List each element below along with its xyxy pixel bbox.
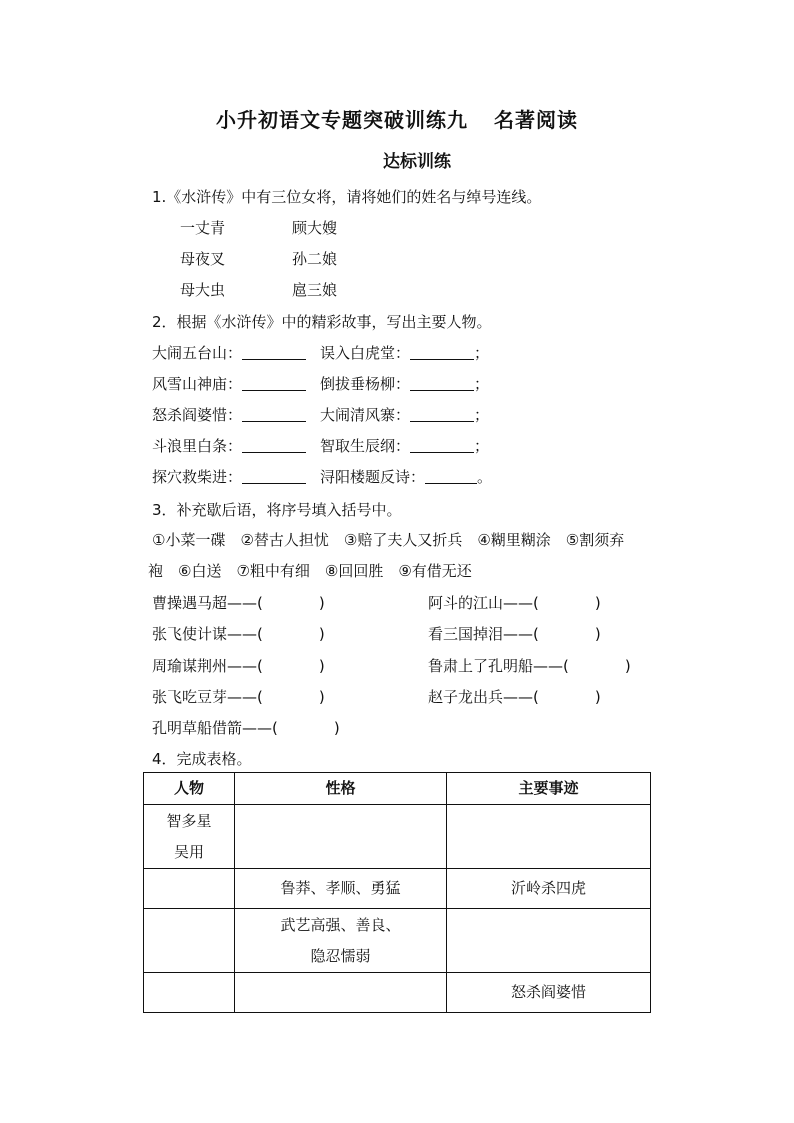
q3-item-text: 孔明草船借箭	[152, 719, 243, 737]
q2-story-b: 误入白虎堂：	[320, 344, 411, 362]
q1-right-3: 扈三娘	[292, 281, 338, 299]
q3-item	[428, 592, 601, 613]
q3-item-text: 看三国掉泪	[428, 625, 504, 643]
q2-end-punct: ；	[474, 375, 490, 393]
answer-blank[interactable]	[425, 469, 477, 484]
title-topic: 名著阅读	[494, 108, 578, 132]
cell-trait[interactable]	[235, 805, 447, 869]
q3-item	[428, 655, 631, 676]
q2-row	[152, 435, 489, 456]
q3-item-text: 赵子龙出兵	[428, 688, 504, 706]
q3-open-paren: (	[257, 688, 263, 706]
q3-close-paren: )	[624, 657, 631, 675]
person-line: 智多星	[166, 811, 212, 830]
table-row	[144, 805, 651, 869]
q2-story-a: 怒杀阎婆惜：	[152, 406, 243, 424]
q2-end-punct: ；	[474, 344, 490, 362]
q3-close-paren: )	[594, 625, 601, 643]
q3-item-text: 阿斗的江山	[428, 594, 504, 612]
answer-blank[interactable]	[410, 376, 474, 391]
q1-right-2: 孙二娘	[292, 250, 338, 268]
q2-end-punct: 。	[477, 468, 493, 486]
page-title	[0, 104, 794, 133]
q3-item	[152, 592, 325, 613]
answer-blank[interactable]	[242, 407, 306, 422]
q2-story-a: 大闹五台山：	[152, 344, 243, 362]
q3-dash: ——	[227, 657, 258, 675]
q3-prompt: 3．补充歇后语，将序号填入括号中。	[152, 501, 402, 519]
title-main: 小升初语文专题突破训练九	[216, 108, 468, 132]
cell-person[interactable]	[144, 973, 235, 1013]
q2-story-b: 倒拔垂杨柳：	[320, 375, 411, 393]
q2-row	[152, 466, 492, 487]
q3-item-text: 张飞吃豆芽	[152, 688, 228, 706]
q3-item	[152, 655, 325, 676]
q3-open-paren: (	[563, 657, 569, 675]
cell-deed[interactable]	[447, 805, 651, 869]
q3-dash: ——	[227, 594, 258, 612]
answer-blank[interactable]	[242, 438, 306, 453]
trait-line: 武艺高强、善良、	[280, 915, 401, 934]
q3-open-paren: (	[257, 594, 263, 612]
q3-close-paren: )	[594, 594, 601, 612]
header-trait: 性格	[235, 773, 447, 805]
q3-item	[152, 623, 325, 644]
q3-item	[428, 686, 601, 707]
table-row	[144, 973, 651, 1013]
q3-open-paren: (	[257, 625, 263, 643]
q3-dash: ——	[533, 657, 564, 675]
q2-story-b: 浔阳楼题反诗：	[320, 468, 426, 486]
q2-end-punct: ；	[474, 406, 490, 424]
q3-item-text: 张飞使计谋	[152, 625, 228, 643]
q3-item-text: 周瑜谋荆州	[152, 657, 228, 675]
table-header-row	[144, 773, 651, 805]
q3-item-text: 曹操遇马超	[152, 594, 228, 612]
cell-person[interactable]	[144, 869, 235, 909]
q3-open-paren: (	[533, 594, 539, 612]
q3-open-paren: (	[533, 625, 539, 643]
q3-close-paren: )	[333, 719, 340, 737]
q3-dash: ——	[503, 625, 534, 643]
answer-blank[interactable]	[242, 376, 306, 391]
q2-end-punct: ；	[474, 437, 490, 455]
q3-open-paren: (	[272, 719, 278, 737]
q1-left-3: 母大虫	[180, 281, 226, 299]
q3-item	[428, 623, 601, 644]
q3-close-paren: )	[318, 688, 325, 706]
cell-person[interactable]	[144, 909, 235, 973]
q1-left-2: 母夜叉	[180, 250, 226, 268]
table-row	[144, 909, 651, 973]
q1-left-1: 一丈青	[180, 219, 226, 237]
cell-deed: 沂岭杀四虎	[447, 869, 651, 909]
answer-blank[interactable]	[242, 345, 306, 360]
q3-dash: ——	[227, 625, 258, 643]
header-person: 人物	[144, 773, 235, 805]
q3-options-line-1: ①小菜一碟 ②替古人担忧 ③赔了夫人又折兵 ④糊里糊涂 ⑤割须弃	[152, 531, 625, 549]
q3-item	[152, 686, 325, 707]
character-table	[143, 772, 651, 1013]
q1-prompt: 1.《水浒传》中有三位女将，请将她们的姓名与绰号连线。	[152, 188, 542, 206]
q3-open-paren: (	[257, 657, 263, 675]
q3-dash: ——	[503, 594, 534, 612]
q3-close-paren: )	[318, 625, 325, 643]
cell-trait	[235, 909, 447, 973]
q3-dash: ——	[242, 719, 273, 737]
q3-open-paren: (	[533, 688, 539, 706]
q3-close-paren: )	[318, 594, 325, 612]
answer-blank[interactable]	[410, 438, 474, 453]
person-line: 吴用	[173, 842, 204, 861]
cell-trait: 鲁莽、孝顺、勇猛	[235, 869, 447, 909]
cell-deed: 怒杀阎婆惜	[447, 973, 651, 1013]
q3-item-text: 鲁肃上了孔明船	[428, 657, 534, 675]
q2-row	[152, 404, 489, 425]
answer-blank[interactable]	[242, 469, 306, 484]
answer-blank[interactable]	[410, 407, 474, 422]
q3-item	[152, 717, 340, 738]
q3-options-line-2: 袍 ⑥白送 ⑦粗中有细 ⑧回回胜 ⑨有借无还	[148, 562, 472, 580]
q2-story-a: 斗浪里白条：	[152, 437, 243, 455]
cell-person[interactable]	[144, 805, 235, 869]
answer-blank[interactable]	[410, 345, 474, 360]
q2-story-a: 风雪山神庙：	[152, 375, 243, 393]
q3-dash: ——	[503, 688, 534, 706]
q1-right-1: 顾大嫂	[292, 219, 338, 237]
q2-story-b: 智取生辰纲：	[320, 437, 411, 455]
table-row	[144, 869, 651, 909]
q2-story-a: 探穴救柴进：	[152, 468, 243, 486]
q2-row	[152, 373, 489, 394]
q3-dash: ——	[227, 688, 258, 706]
page-subtitle: 达标训练	[383, 152, 451, 172]
cell-trait[interactable]	[235, 973, 447, 1013]
header-deed: 主要事迹	[447, 773, 651, 805]
trait-line: 隐忍懦弱	[310, 946, 371, 965]
q2-story-b: 大闹清风寨：	[320, 406, 411, 424]
q3-close-paren: )	[318, 657, 325, 675]
cell-deed[interactable]	[447, 909, 651, 973]
q4-prompt: 4．完成表格。	[152, 750, 252, 768]
q2-prompt: 2．根据《水浒传》中的精彩故事，写出主要人物。	[152, 313, 492, 331]
q2-row	[152, 342, 489, 363]
q3-close-paren: )	[594, 688, 601, 706]
